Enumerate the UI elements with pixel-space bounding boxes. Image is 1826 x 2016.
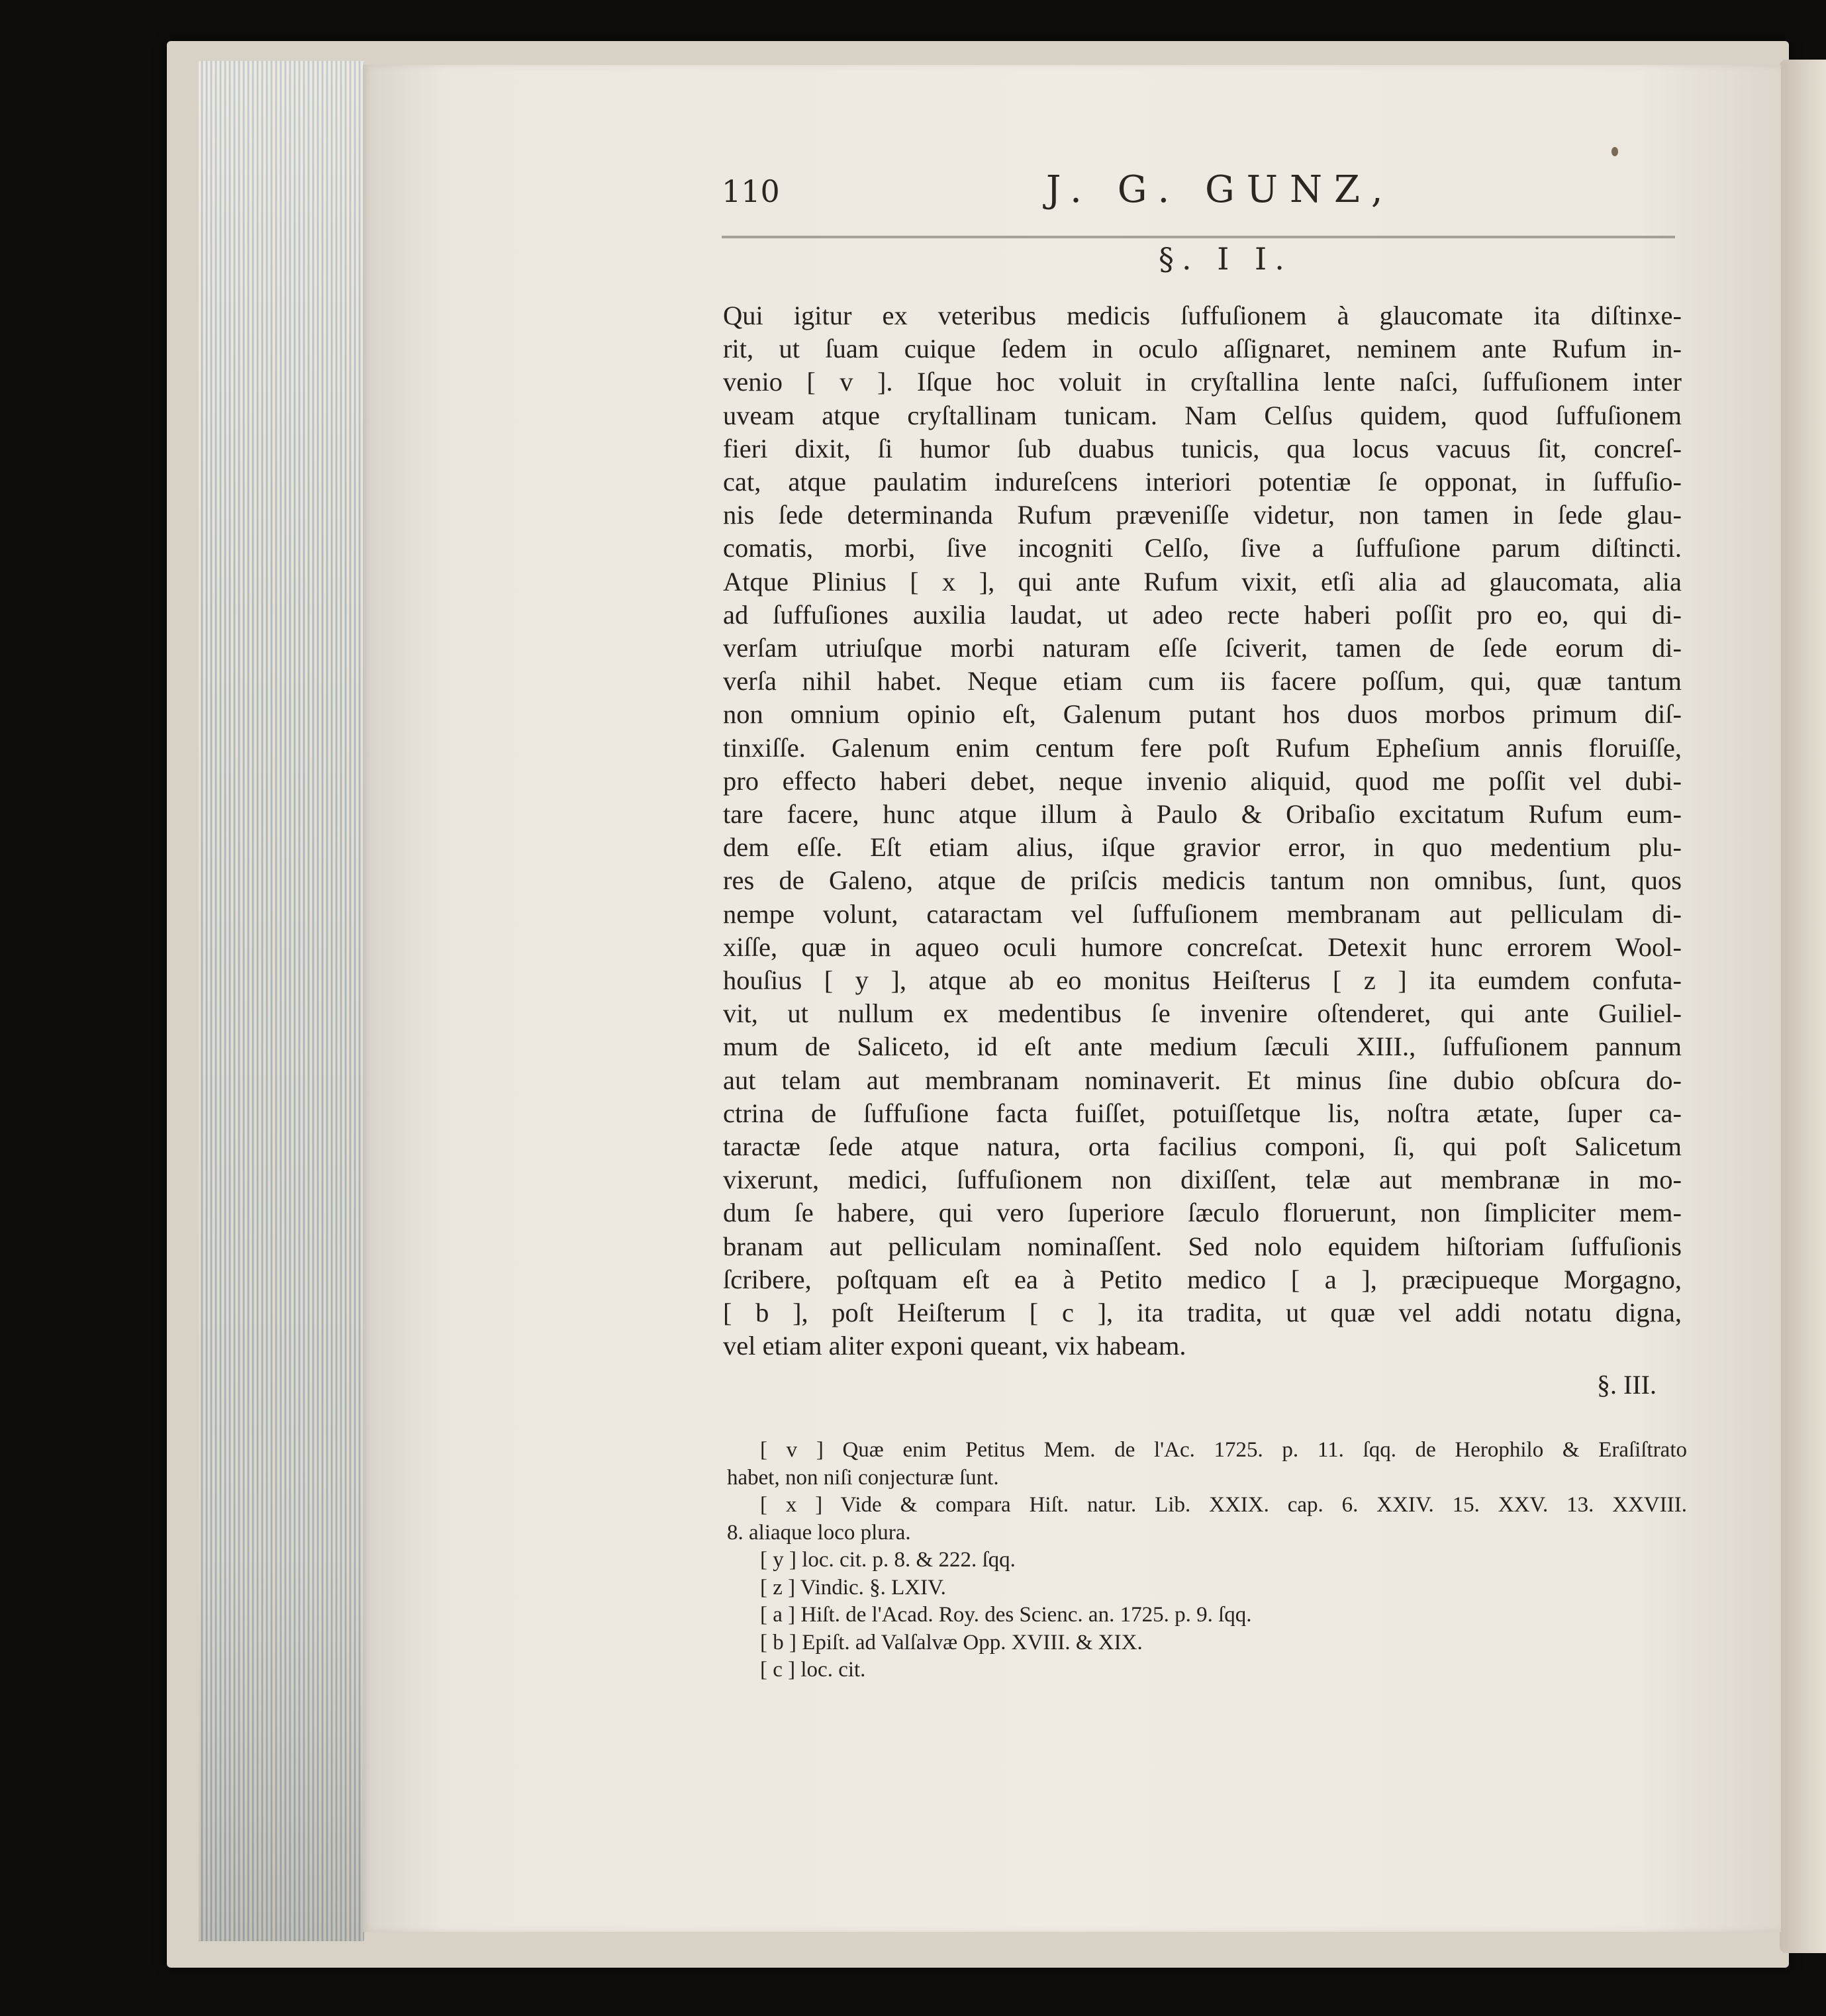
body-line: Qui igitur ex veteribus medicis ſuffuſionem à glaucomate ita diſtinxe- xyxy=(723,301,1682,330)
catchword: §. III. xyxy=(1597,1370,1657,1400)
body-line: uveam atque cryſtallinam tunicam. Nam Celſus quidem, quod ſuffuſionem xyxy=(723,400,1682,430)
body-line: ctrina de ſuffuſione facta fuiſſet, potuiſſetque lis, noſtra ætate, ſuper ca- xyxy=(723,1098,1682,1128)
footnote-line: [ c ] loc. cit. xyxy=(760,1658,866,1682)
ink-spot xyxy=(1611,147,1618,156)
body-line: verſam utriuſque morbi naturam eſſe ſciverit, tamen de ſede eorum di- xyxy=(723,633,1682,663)
page-number: 110 xyxy=(722,173,780,209)
body-line: houſius [ y ], atque ab eo monitus Heiſterus [ z ] ita eumdem confuta- xyxy=(723,965,1682,996)
body-text xyxy=(723,299,1682,1363)
body-line: Atque Plinius [ x ], qui ante Rufum vixit, etſi alia ad glaucomata, alia xyxy=(723,566,1682,597)
body-line: nempe volunt, cataractam vel ſuffuſionem membranam aut pelliculam di- xyxy=(723,898,1682,929)
footnote-line: [ y ] loc. cit. p. 8. & 222. ſqq. xyxy=(760,1548,1016,1572)
body-line: ſcribere, poſtquam eſt ea à Petito medico [ a ], præcipueque Morgagno, xyxy=(723,1264,1682,1294)
next-page-edge xyxy=(1780,60,1826,1953)
body-line: vel etiam aliter exponi queant, vix habeam. xyxy=(723,1331,1186,1361)
body-line: aut telam aut membranam nominaverit. Et minus ſine dubio obſcura do- xyxy=(723,1065,1682,1095)
page-header xyxy=(722,168,1682,226)
body-line: [ b ], poſt Heiſterum [ c ], ita tradita, ut quæ vel addi notatu digna, xyxy=(723,1298,1682,1328)
body-line: branam aut pelliculam nominaſſent. Sed nolo equidem hiſtoriam ſuffuſionis xyxy=(723,1231,1682,1261)
footnote-line: [ v ] Quæ enim Petitus Mem. de l'Ac. 1725. p. 11. ſqq. de Herophilo & Eraſiſtrato xyxy=(760,1438,1687,1462)
running-head: J. G. GUNZ, xyxy=(1046,168,1395,211)
body-line: non omnium opinio eſt, Galenum putant hos duos morbos primum diſ- xyxy=(723,699,1682,730)
body-line: vit, ut nullum ex medentibus ſe invenire oſtenderet, qui ante Guiliel- xyxy=(723,998,1682,1029)
footnotes xyxy=(727,1437,1687,1684)
section-heading: §. I I. xyxy=(1159,241,1292,277)
body-line: rit, ut ſuam cuique ſedem in oculo aſſignaret, neminem ante Rufum in- xyxy=(723,334,1682,364)
body-line: xiſſe, quæ in aqueo oculi humore concreſcat. Detexit hunc errorem Wool- xyxy=(723,932,1682,962)
footnote-line: [ a ] Hiſt. de l'Acad. Roy. des Scienc. an. 1725. p. 9. ſqq. xyxy=(760,1603,1252,1627)
body-line: vixerunt, medici, ſuffuſionem non dixiſſent, telæ aut membranæ in mo- xyxy=(723,1165,1682,1195)
footnote-line: [ b ] Epiſt. ad Valſalvæ Opp. XVIII. & XIX. xyxy=(760,1630,1143,1655)
body-line: dem eſſe. Eſt etiam alius, iſque gravior error, in quo medentium plu- xyxy=(723,832,1682,863)
body-line: res de Galeno, atque de priſcis medicis tantum non omnibus, ſunt, quos xyxy=(723,865,1682,896)
body-line: mum de Saliceto, id eſt ante medium ſæculi XIII., ſuffuſionem pannum xyxy=(723,1032,1682,1062)
body-line: fieri dixit, ſi humor ſub duabus tunicis, qua locus vacuus ſit, concreſ- xyxy=(723,433,1682,463)
body-line: nis ſede determinanda Rufum præveniſſe videtur, non tamen in ſede glau- xyxy=(723,500,1682,530)
header-rule xyxy=(722,236,1675,238)
body-line: comatis, morbi, ſive incogniti Celſo, ſive a ſuffuſione parum diſtincti. xyxy=(723,533,1682,563)
footnote-line: habet, non niſi conjecturæ ſunt. xyxy=(727,1465,999,1490)
footnote-line: 8. aliaque loco plura. xyxy=(727,1520,911,1545)
footnote-line: [ z ] Vindic. §. LXIV. xyxy=(760,1575,946,1600)
body-line: cat, atque paulatim indureſcens interiori potentiæ ſe opponat, in ſuffuſio- xyxy=(723,467,1682,497)
body-line: taractæ ſede atque natura, orta facilius componi, ſi, qui poſt Salicetum xyxy=(723,1131,1682,1162)
body-line: pro effecto haberi debet, neque invenio aliquid, quod me poſſit vel dubi- xyxy=(723,765,1682,796)
body-line: tare facere, hunc atque illum à Paulo & Oribaſio excitatum Rufum eum- xyxy=(723,799,1682,830)
body-line: dum ſe habere, qui vero ſuperiore ſæculo floruerunt, non ſimpliciter mem- xyxy=(723,1198,1682,1228)
page-edges xyxy=(199,61,364,1941)
body-line: ad ſuffuſiones auxilia laudat, ut adeo recte haberi poſſit pro eo, qui di- xyxy=(723,599,1682,630)
footnote-line: [ x ] Vide & compara Hiſt. natur. Lib. XXIX. cap. 6. XXIV. 15. XXV. 13. XXVIII. xyxy=(760,1493,1687,1517)
body-line: venio [ v ]. Iſque hoc voluit in cryſtallina lente naſci, ſuffuſionem inter xyxy=(723,367,1682,397)
body-line: verſa nihil habet. Neque etiam cum iis facere poſſum, qui, quæ tantum xyxy=(723,666,1682,696)
body-line: tinxiſſe. Galenum enim centum fere poſt Rufum Epheſium annis floruiſſe, xyxy=(723,732,1682,763)
